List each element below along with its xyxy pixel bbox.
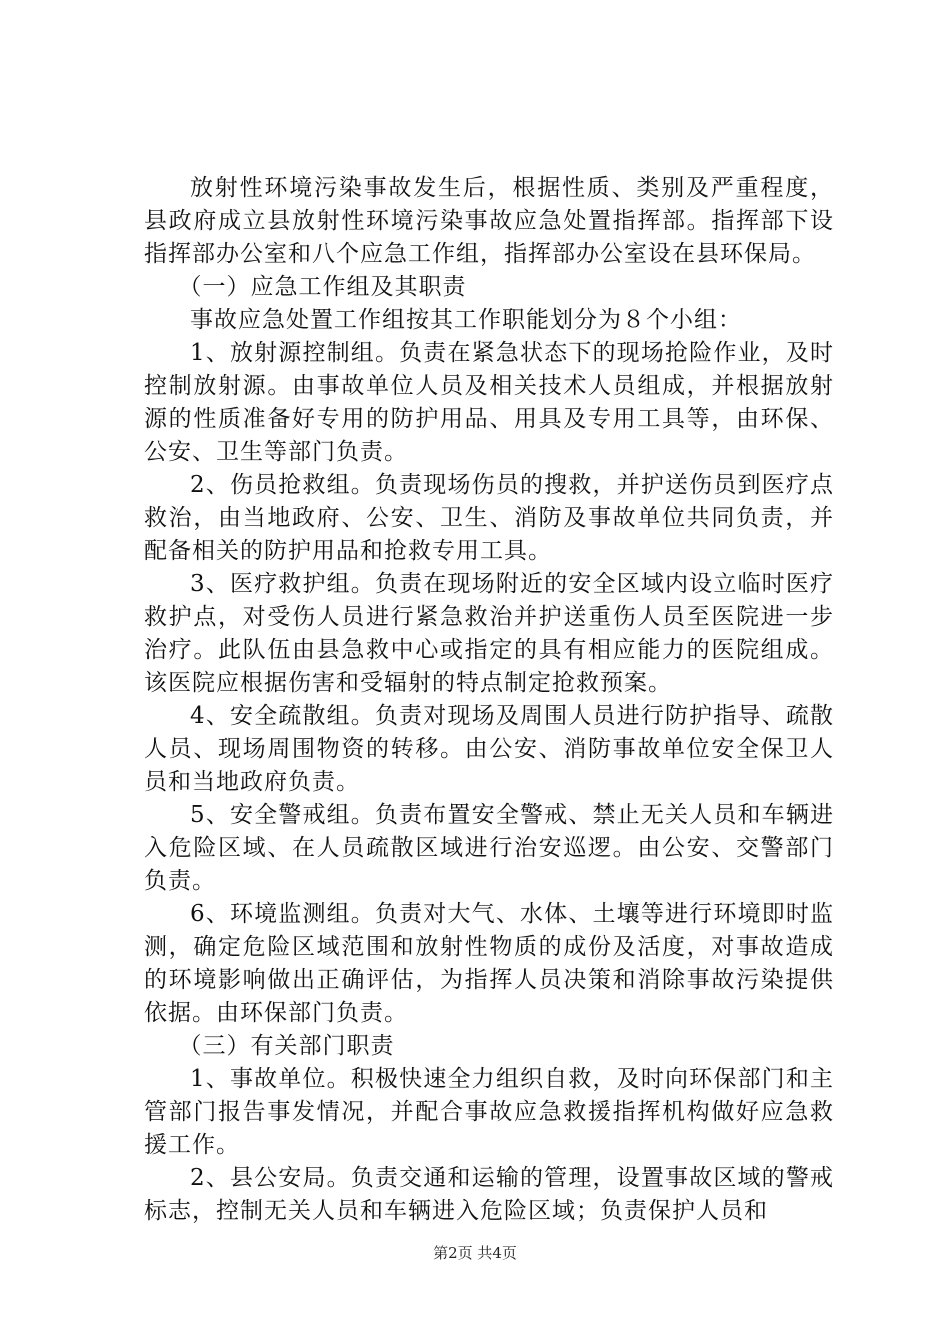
paragraph: 1、事故单位。积极快速全力组织自救，及时向环保部门和主管部门报告事发情况，并配合事故应急救援指挥机构做好应急救援工作。 bbox=[144, 1066, 834, 1158]
paragraph: 1、放射源控制组。负责在紧急状态下的现场抢险作业，及时控制放射源。由事故单位人员及相关技术人员组成，并根据放射源的性质准备好专用的防护用品、用具及专用工具等，由环保、公安、卫生等部门负责。 bbox=[144, 340, 834, 465]
page-footer bbox=[0, 1243, 950, 1263]
paragraph: 3、医疗救护组。负责在现场附近的安全区域内设立临时医疗救护点，对受伤人员进行紧急救治并护送重伤人员至医院进一步治疗。此队伍由县急救中心或指定的具有相应能力的医院组成。该医院应根据伤害和受辐射的特点制定抢救预案。 bbox=[144, 571, 834, 696]
paragraph: 事故应急处置工作组按其工作职能划分为８个小组： bbox=[190, 307, 742, 333]
paragraph: 放射性环境污染事故发生后，根据性质、类别及严重程度，县政府成立县放射性环境污染事故应急处置指挥部。指挥部下设指挥部办公室和八个应急工作组，指挥部办公室设在县环保局。 bbox=[144, 175, 834, 267]
paragraph: 2、县公安局。负责交通和运输的管理，设置事故区域的警戒标志，控制无关人员和车辆进入危险区域；负责保护人员和 bbox=[144, 1165, 834, 1224]
document-body bbox=[144, 172, 834, 1228]
page-number: 第2页 共4页 bbox=[433, 1244, 517, 1262]
section-heading: （三）有关部门职责 bbox=[178, 1033, 395, 1059]
paragraph: 6、环境监测组。负责对大气、水体、土壤等进行环境即时监测，确定危险区域范围和放射性物质的成份及活度，对事故造成的环境影响做出正确评估，为指挥人员决策和消除事故污染提供依据。由环保部门负责。 bbox=[144, 901, 834, 1026]
section-heading: （一）应急工作组及其职责 bbox=[178, 274, 467, 300]
paragraph: 5、安全警戒组。负责布置安全警戒、禁止无关人员和车辆进入危险区域、在人员疏散区域进行治安巡逻。由公安、交警部门负责。 bbox=[144, 802, 834, 894]
paragraph: 4、安全疏散组。负责对现场及周围人员进行防护指导、疏散人员、现场周围物资的转移。由公安、消防事故单位安全保卫人员和当地政府负责。 bbox=[144, 703, 834, 795]
paragraph: 2、伤员抢救组。负责现场伤员的搜救，并护送伤员到医疗点救治，由当地政府、公安、卫生、消防及事故单位共同负责，并配备相关的防护用品和抢救专用工具。 bbox=[144, 472, 834, 564]
